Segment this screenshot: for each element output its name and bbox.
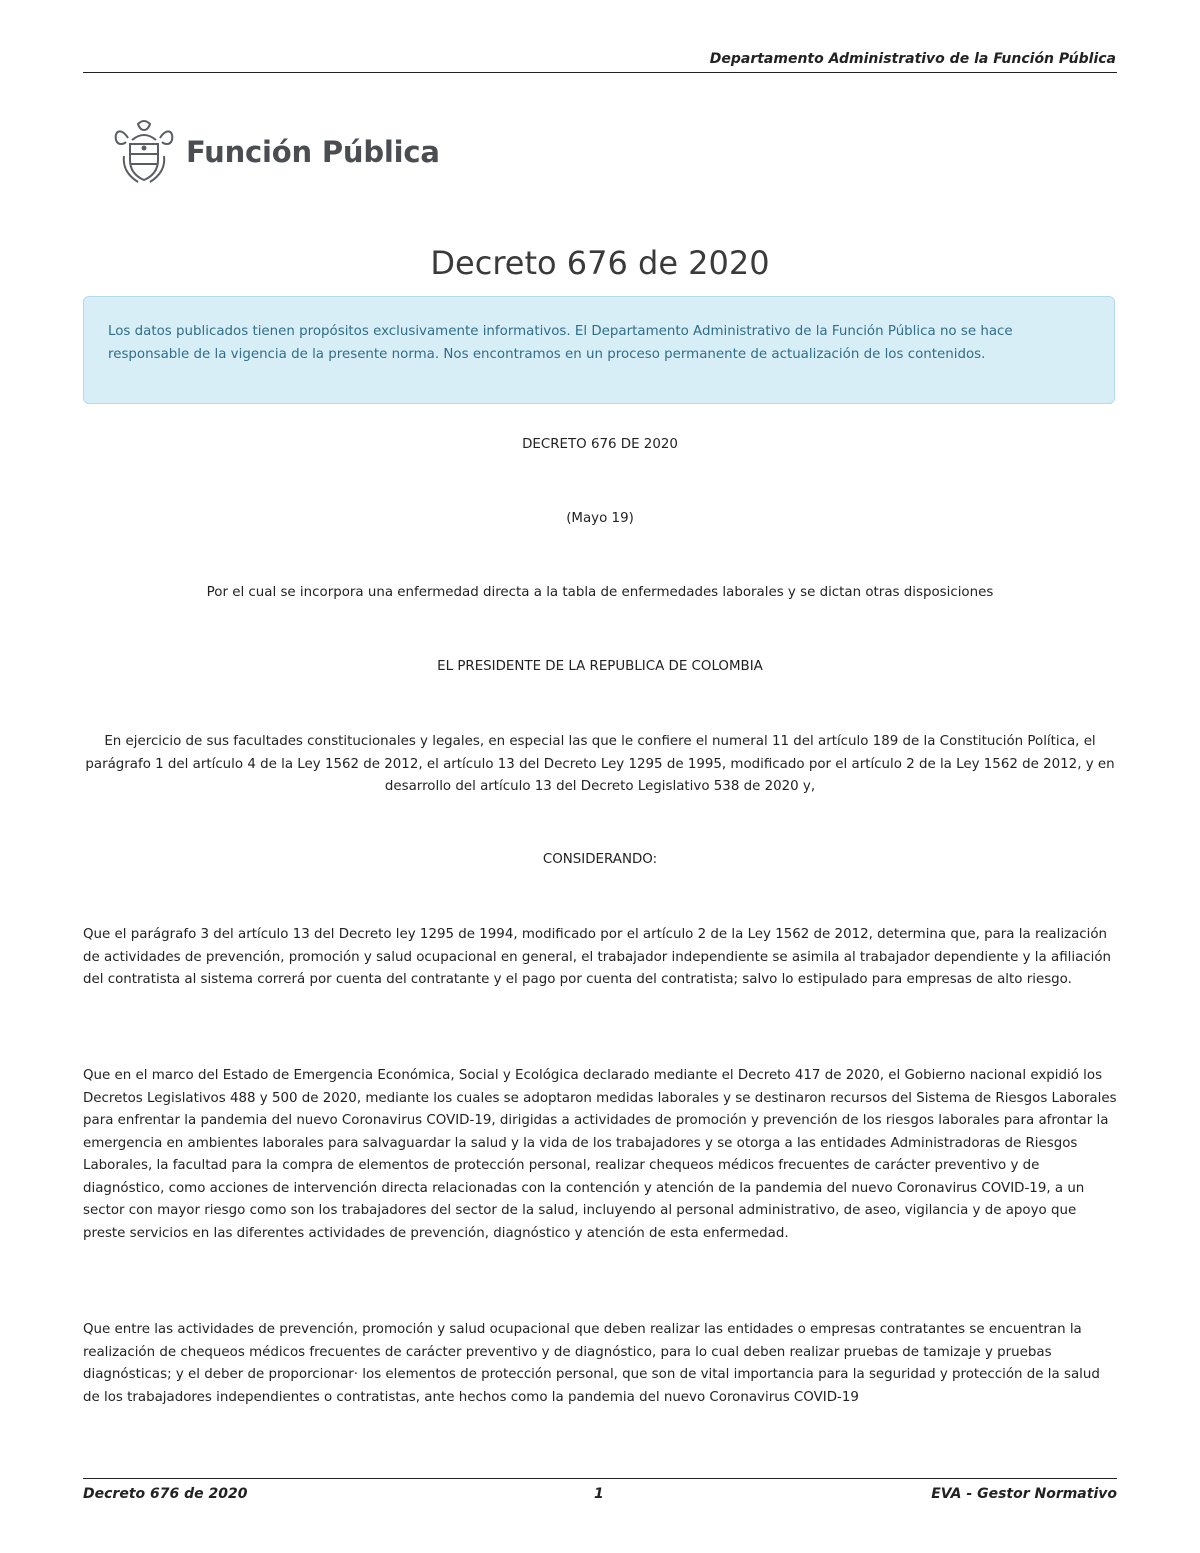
page-number: 1 <box>594 1486 604 1502</box>
decree-subject: Por el cual se incorpora una enfermedad directa a la tabla de enfermedades laborales y se dictan otras disposiciones <box>206 585 994 600</box>
issuing-authority: EL PRESIDENTE DE LA REPUBLICA DE COLOMBIA <box>437 659 763 674</box>
header-agency: Departamento Administrativo de la Función Pública <box>709 51 1116 67</box>
footer-document-name: Decreto 676 de 2020 <box>83 1486 248 1502</box>
considering-paragraph: Que el parágrafo 3 del artículo 13 del Decreto ley 1295 de 1994, modificado por el artículo 2 de la Ley 1562 de 2012, determina que, para la realización de actividades de prevención, promoción y salud ocupacional en general, el trabajador independiente se asimila al trabajador dependiente y la afiliación del contratista al sistema correrá por cuenta del contratante y el pago por cuenta del contratista; salvo lo estipulado para empresas de alto riesgo. <box>83 927 1112 987</box>
disclaimer-notice: Los datos publicados tienen propósitos exclusivamente informativos. El Departamento Administrativo de la Función Pública no se hace responsable de la vigencia de la presente norma. Nos encontramos en un proceso permanente de actualización de los contenidos. <box>83 296 1115 404</box>
considering-heading: CONSIDERANDO: <box>542 852 658 867</box>
considering-paragraph: Que entre las actividades de prevención, promoción y salud ocupacional que deben realizar las entidades o empresas contratantes se encuentran la realización de chequeos médicos frecuentes de carácter preventivo y de diagnóstico, para lo cual deben realizar pruebas de tamizaje y pruebas diagnósticas; y el deber de proporcionar· los elementos de protección personal, que son de vital importancia para la seguridad y protección de la salud de los trabajadores independientes o contratistas, ante hechos como la pandemia del nuevo Coronavirus COVID-19 <box>83 1322 1100 1405</box>
document-title: Decreto 676 de 2020 <box>430 244 770 282</box>
logo <box>108 116 440 188</box>
legal-powers: En ejercicio de sus facultades constitucionales y legales, en especial las que le confiere el numeral 11 del artículo 189 de la Constitución Política, el parágrafo 1 del artículo 4 de la Ley 1562 de 2012, el artículo 13 del Decreto Ley 1295 de 1995, modificado por el artículo 2 de la Ley 1562 de 2012, y en desarrollo del artículo 13 del Decreto Legislativo 538 de 2020 y, <box>85 734 1115 794</box>
decree-heading: DECRETO 676 DE 2020 <box>522 437 678 452</box>
coat-of-arms-icon <box>108 116 180 188</box>
decree-date: (Mayo 19) <box>566 511 634 526</box>
footer-divider <box>83 1478 1117 1479</box>
header-divider <box>83 72 1117 73</box>
logo-text: Función Pública <box>186 135 440 169</box>
footer-system-name: EVA - Gestor Normativo <box>931 1486 1117 1502</box>
considering-paragraph: Que en el marco del Estado de Emergencia Económica, Social y Ecológica declarado mediante el Decreto 417 de 2020, el Gobierno nacional expidió los Decretos Legislativos 488 y 500 de 2020, mediante los cuales se adoptaron medidas laborales y se destinaron recursos del Sistema de Riesgos Laborales para enfrentar la pandemia del nuevo Coronavirus COVID-19, dirigidas a actividades de promoción y prevención de los riesgos laborales para afrontar la emergencia en ambientes laborales para salvaguardar la salud y la vida de los trabajadores y se otorga a las entidades Administradoras de Riesgos Laborales, la facultad para la compra de elementos de protección personal, realizar chequeos médicos frecuentes de carácter preventivo y de diagnóstico, como acciones de intervención directa relacionadas con la contención y atención de la pandemia del nuevo Coronavirus COVID-19, a un sector con mayor riesgo como son los trabajadores del sector de la salud, incluyendo al personal administrativo, de aseo, vigilancia y de apoyo que preste servicios en las diferentes actividades de prevención, diagnóstico y atención de esta enfermedad. <box>83 1068 1117 1241</box>
